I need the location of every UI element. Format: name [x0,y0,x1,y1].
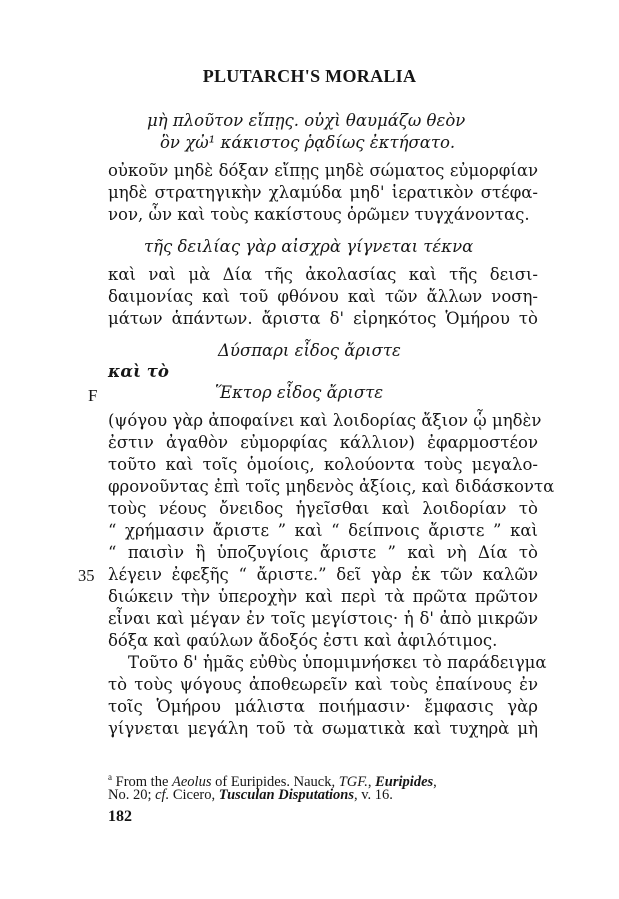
margin-line-number: 35 [78,566,95,585]
footnote-text: of Euripides. Nauck, [211,773,339,790]
footnote-mark: a [108,772,112,782]
text-line: καὶ ναὶ μὰ Δία τῆς ἀκολασίας καὶ τῆς δεισι- [108,265,538,284]
text-line: καὶ τὸ [108,362,169,381]
verse-line: μὴ πλοῦτον εἴπῃς. οὐχὶ θαυμάζω θεὸν [147,111,466,130]
footnote-text: Cicero, [169,787,219,803]
text-line: ἐστιν ἀγαθὸν εὐμορφίας κάλλιον) ἐφαρμοστέον [108,433,538,452]
footnote-line [108,786,538,804]
text-line: διώκειν τὴν ὑπεροχὴν καὶ περὶ τὰ πρῶτα πρῶτον [108,587,538,606]
text-line: δαιμονίας καὶ τοῦ φθόνου καὶ τῶν ἄλλων νοση- [108,287,538,306]
text-line: λέγειν ἐφεξῆς “ ἄριστε.” δεῖ γὰρ ἐκ τῶν καλῶν [108,565,538,584]
text-line: τοῖς Ὁμήρου μάλιστα ποιήμασιν· ἔμφασις γὰρ [108,697,538,716]
text-line: τοὺς νέους ὄνειδος ἡγεῖσθαι καὶ λοιδορίαν τὸ [108,499,538,518]
text-line: (ψόγου γὰρ ἀποφαίνει καὶ λοιδορίας ἄξιον ᾧ μηδὲν [108,411,542,430]
margin-section-letter: F [88,386,98,405]
text-line: “ παισὶν ἢ ὑποζυγίοις ἄριστε ” καὶ νὴ Δία τὸ [108,543,538,562]
running-header: PLUTARCH'S MORALIA [202,66,417,86]
text-line: μάτων ἁπάντων. ἄριστα δ' εἰρηκότος Ὁμήρου τὸ [108,309,538,328]
text-line: “ χρήμασιν ἄριστε ” καὶ “ δείπνοις ἄριστε ” καὶ [108,521,538,540]
text-line: τοῦτο καὶ τοῖς ὁμοίοις, κολούοντα τοὺς μεγαλο- [108,455,538,474]
page-number: 182 [108,808,132,825]
text-line: τὸ τοὺς ψόγους ἀποθεωρεῖν καὶ τοὺς ἐπαίνους ἐν [108,675,538,694]
text-line: γίγνεται μεγάλη τοῦ τὰ σωματικὰ καὶ τυχηρὰ μὴ [108,719,538,738]
text-line: νον, ὧν καὶ τοὺς κακίστους ὁρῶμεν τυγχάνοντας. [108,205,530,224]
footnote-text: , [433,773,437,790]
text-line: μηδὲ στρατηγικὴν χλαμύδα μηδ' ἱερατικὸν στέφα- [108,183,538,202]
quoted-verse: Δύσπαρι εἶδος ἄριστε [218,341,401,360]
footnote-title: Tusculan Disputations [218,787,354,803]
footnote-abbrev: TGF. [338,773,368,790]
footnote-abbrev: cf. [155,787,170,803]
footnote-title: Aeolus [172,773,212,790]
verse-line: τῆς δειλίας γὰρ αἰσχρὰ γίγνεται τέκνα [144,237,474,256]
quoted-verse: Ἕκτορ εἶδος ἄριστε [215,383,384,402]
footnote-text: , [367,773,376,790]
footnote-text: , v. 16. [354,787,393,803]
text-line: φρονοῦντας ἐπὶ τοῖς μηδενὸς ἀξίοις, καὶ διδάσκοντα [108,477,555,496]
footnote-author: Euripides [375,773,434,790]
text-line: Τοῦτο δ' ἡμᾶς εὐθὺς ὑπομιμνήσκει τὸ παράδειγμα [128,653,547,672]
text-line: εἶναι καὶ μέγαν ἐν τοῖς μεγίστοις· ἡ δ' ἀπὸ μικρῶν [108,609,538,628]
text-line: οὐκοῦν μηδὲ δόξαν εἴπῃς μηδὲ σώματος εὐμορφίαν [108,161,538,180]
footnote-text: From the [115,773,173,790]
verse-line: ὃν χὠ¹ κάκιστος ῥᾳδίως ἐκτήσατο. [160,133,456,152]
text-line: δόξα καὶ φαύλων ἄδοξός ἐστι καὶ ἀφιλότιμος. [108,631,498,650]
footnote-text: No. 20; [108,787,156,803]
